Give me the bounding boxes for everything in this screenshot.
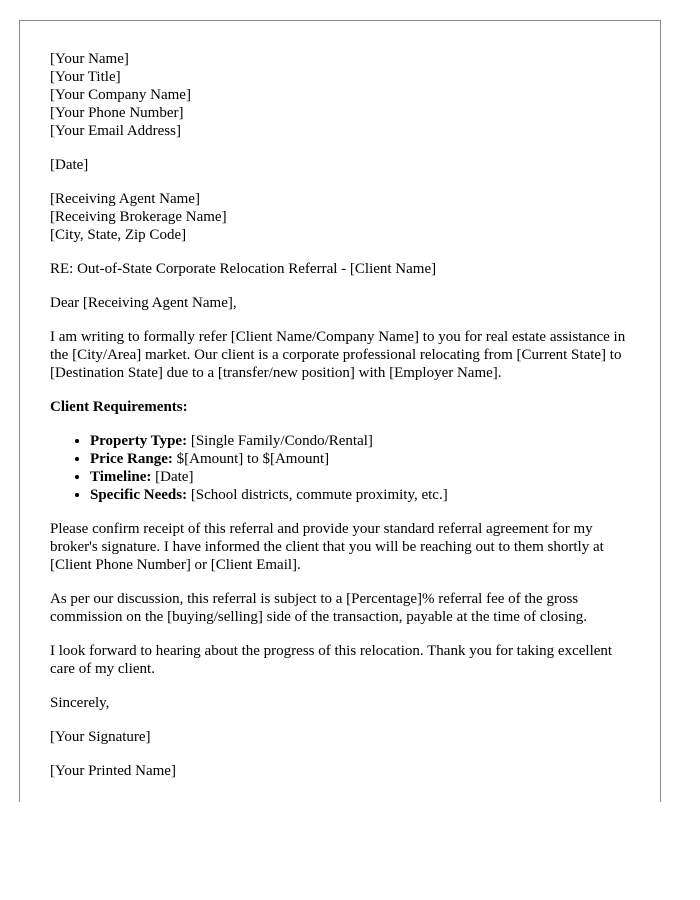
sender-company: [Your Company Name] [50,87,191,103]
requirements-heading: Client Requirements: [50,399,188,415]
closing-paragraph: I look forward to hearing about the progress of this relocation. Thank you for taking excellent care of my client. [50,643,613,677]
sender-title: [Your Title] [50,69,121,85]
list-item-value: [Date] [151,469,194,485]
date-block [50,156,634,174]
list-item-value: [School districts, commute proximity, etc.] [187,487,448,503]
recipient-address: [City, State, Zip Code] [50,227,187,243]
letter-page [19,20,661,802]
list-item-value: $[Amount] to $[Amount] [172,451,330,467]
signoff: Sincerely, [50,695,110,711]
sender-email: [Your Email Address] [50,123,181,139]
list-item-label: Property Type: [90,433,188,449]
list-item-label: Timeline: [90,469,152,485]
salutation: Dear [Receiving Agent Name], [50,295,237,311]
recipient-agent: [Receiving Agent Name] [50,191,200,207]
list-item-value: [Single Family/Condo/Rental] [187,433,373,449]
fee-paragraph: As per our discussion, this referral is subject to a [Percentage]% referral fee of the gross commission on the [buying/selling] side of the transaction, payable at the time of closing. [50,591,587,625]
letter-content [50,50,634,796]
sender-name: [Your Name] [50,51,129,67]
list-item-property-type [90,432,634,450]
recipient-brokerage: [Receiving Brokerage Name] [50,209,227,225]
intro-paragraph: I am writing to formally refer [Client Name/Company Name] to you for real estate assistance in the [City/Area] market. Our client is a corporate professional relocating from [Current State] to [Destination State] due to a [transfer/new position] with [Employer Name]. [50,329,626,381]
subject-line: RE: Out-of-State Corporate Relocation Referral - [Client Name] [50,261,437,277]
list-item-timeline [90,468,634,486]
sender-block [50,50,634,140]
signature-placeholder: [Your Signature] [50,729,151,745]
printed-name: [Your Printed Name] [50,763,176,779]
requirements-list [50,432,634,504]
list-item-label: Specific Needs: [90,487,188,503]
sender-phone: [Your Phone Number] [50,105,184,121]
recipient-block [50,190,634,244]
list-item-price-range [90,450,634,468]
list-item-specific-needs [90,486,634,504]
confirm-paragraph: Please confirm receipt of this referral and provide your standard referral agreement for my broker's signature. I have informed the client that you will be reaching out to them shortly at [Client Phone Number] or [Client Email]. [50,521,604,573]
list-item-label: Price Range: [90,451,173,467]
letter-date: [Date] [50,157,89,173]
